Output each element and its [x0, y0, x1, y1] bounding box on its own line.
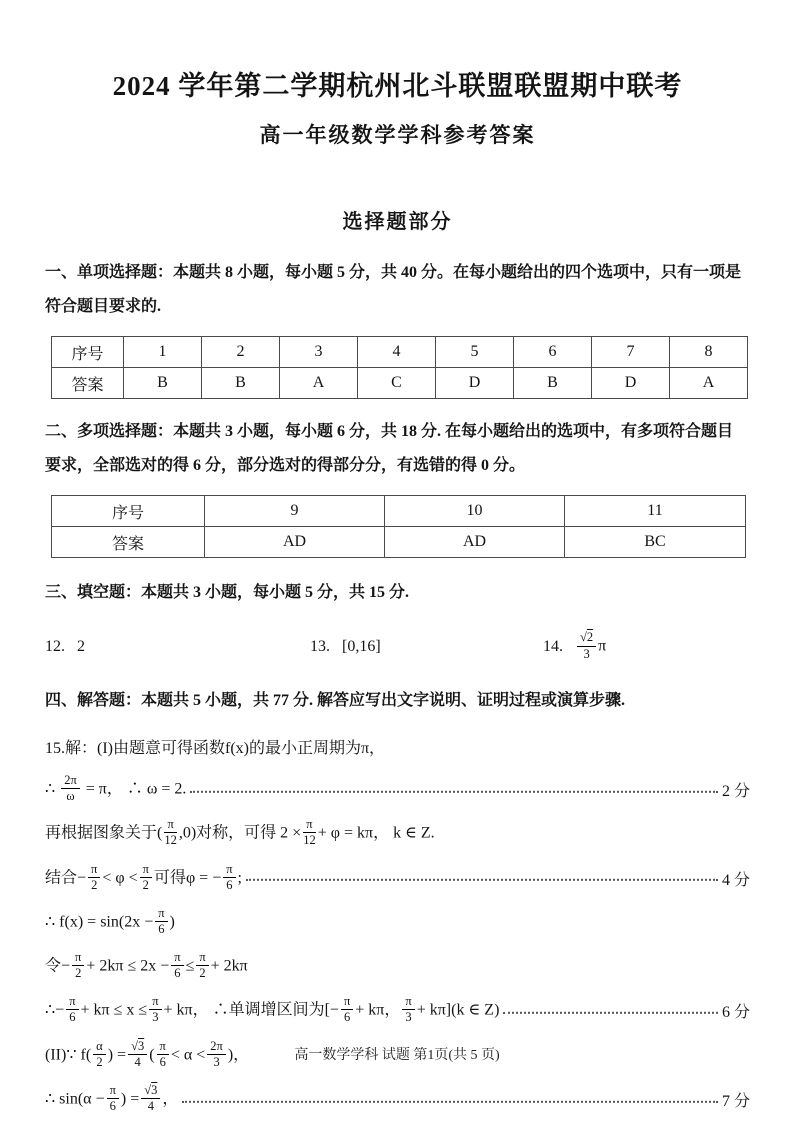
single-choice-intro — [45, 256, 750, 324]
fill-answer-value: $\frac{√2}{3}$ π — [575, 632, 606, 661]
q-answer: AD — [385, 527, 565, 558]
single-choice-intro-line1: 一、单项选择题：本题共 8 小题，每小题 5 分，共 40 分。在每小题给出的四个选项中，只有一项是 — [45, 264, 742, 281]
solutions-intro-line: 四、解答题：本题共 5 小题，共 77 分. 解答应写出文字说明、证明过程或演算步骤. — [45, 692, 626, 709]
q-number: 5 — [436, 337, 514, 368]
multi-choice-answer-table — [51, 495, 746, 558]
fill-answer-value: 2 — [77, 638, 85, 655]
math-expression: 15.解：(I)由题意可得函数f(x)的最小正周期为π， — [45, 739, 386, 757]
single-choice-intro-line2: 符合题目要求的. — [45, 298, 162, 315]
math-expression: 结合− $\frac{\pi}{2}$ < φ < $\frac{\pi}{2}$ 可得φ = − $\frac{\pi}{6}$ ; — [45, 861, 242, 892]
row-header-number: 序号 — [52, 337, 124, 368]
q-answer: B — [124, 368, 202, 399]
fill-blank-intro — [45, 576, 750, 610]
row-header-answer: 答案 — [52, 527, 205, 558]
q-answer: A — [280, 368, 358, 399]
q-answer: D — [592, 368, 670, 399]
table-row — [52, 496, 746, 527]
q-number: 9 — [205, 496, 385, 527]
q-number: 11 — [565, 496, 746, 527]
q-answer: C — [358, 368, 436, 399]
q-answer: A — [670, 368, 748, 399]
single-choice-answer-table — [51, 336, 748, 399]
dotted-leader — [246, 861, 718, 881]
choice-part-heading: 选择题部分 — [342, 211, 453, 233]
solution-line — [45, 1082, 750, 1114]
row-header-number: 序号 — [52, 496, 205, 527]
q-answer: BC — [565, 527, 746, 558]
points-label: 4 分 — [721, 871, 750, 889]
q-answer: AD — [205, 527, 385, 558]
multi-choice-intro-line2: 要求，全部选对的得 6 分，部分选对的得部分分，有选错的得 0 分。 — [45, 457, 526, 474]
math-expression: (II)∵ f( $\frac{\alpha}{2}$ ) = $\frac{√3}{4}$ ( $\frac{\pi}{6}$ < α < $\frac{2\pi}{3}$ )， — [45, 1038, 250, 1069]
q-number: 1 — [124, 337, 202, 368]
fill-answer-value: [0,16] — [342, 638, 381, 655]
q-answer: D — [436, 368, 514, 399]
fill-blank-intro-line: 三、填空题：本题共 3 小题，每小题 5 分，共 15 分. — [45, 584, 410, 601]
fill-answer-12 — [45, 638, 310, 656]
multi-choice-intro-line1: 二、多项选择题：本题共 3 小题，每小题 6 分，共 18 分. 在每小题给出的选项中，有多项符合题目 — [45, 423, 734, 440]
math-expression: 再根据图象关于( $\frac{\pi}{12}$ ,0)对称，可得 2 × $\frac{\pi}{12}$ + φ = kπ， k ∈ Z. — [45, 817, 435, 848]
solution-line — [45, 732, 750, 760]
dotted-leader — [503, 993, 718, 1013]
solution-line — [45, 952, 750, 981]
fill-answer-label: 14. — [543, 638, 563, 655]
math-expression: ∴ sin(α − $\frac{\pi}{6}$ ) = $\frac{√3}{4}$ ， — [45, 1082, 179, 1113]
solution-line — [45, 905, 750, 937]
fill-answer-13 — [310, 638, 543, 656]
page-subtitle: 高一年级数学学科参考答案 — [259, 123, 536, 147]
dotted-leader — [182, 1082, 718, 1102]
table-row — [52, 527, 746, 558]
table-row — [52, 368, 748, 399]
row-header-answer: 答案 — [52, 368, 124, 399]
math-expression: ∴ f(x) = sin(2x − $\frac{\pi}{6}$ ) — [45, 905, 175, 936]
q-number: 2 — [202, 337, 280, 368]
points-label: 7 分 — [721, 1092, 750, 1110]
solution-line — [45, 819, 750, 848]
solution-line — [45, 996, 750, 1025]
solution-line — [45, 861, 750, 893]
page-footer: 高一数学学科 试题 第1页(共 5 页) — [294, 1048, 500, 1063]
q-answer: B — [514, 368, 592, 399]
fill-answer-label: 12. — [45, 638, 65, 655]
math-expression: ∴ $\frac{2\pi}{\omega}$ = π， ∴ ω = 2. — [45, 773, 187, 804]
q-number: 6 — [514, 337, 592, 368]
math-expression: 令− $\frac{\pi}{2}$ + 2kπ ≤ 2x − $\frac{\pi}{6}$ ≤ $\frac{\pi}{2}$ + 2kπ — [45, 950, 248, 981]
points-label: 6 分 — [721, 1004, 750, 1022]
fill-answer-14 — [543, 632, 750, 661]
multi-choice-intro — [45, 415, 750, 483]
q-answer: B — [202, 368, 280, 399]
solution-line — [45, 775, 750, 804]
q-number: 8 — [670, 337, 748, 368]
math-expression: ∴− $\frac{\pi}{6}$ + kπ ≤ x ≤ $\frac{\pi}{3}$ + kπ， ∴单调增区间为[− $\frac{\pi}{6}$ + kπ， $\frac{\pi}{3}$ + kπ](k ∈ Z) — [45, 994, 500, 1025]
q-number: 4 — [358, 337, 436, 368]
fill-blank-answers — [45, 630, 750, 664]
table-row — [52, 337, 748, 368]
page-title: 2024 学年第二学期杭州北斗联盟联盟期中联考 — [112, 71, 683, 101]
fill-answer-label: 13. — [310, 638, 330, 655]
dotted-leader — [190, 772, 718, 792]
solutions-intro — [45, 684, 750, 718]
q-number: 7 — [592, 337, 670, 368]
q-number: 3 — [280, 337, 358, 368]
q-number: 10 — [385, 496, 565, 527]
points-label: 2 分 — [721, 783, 750, 801]
